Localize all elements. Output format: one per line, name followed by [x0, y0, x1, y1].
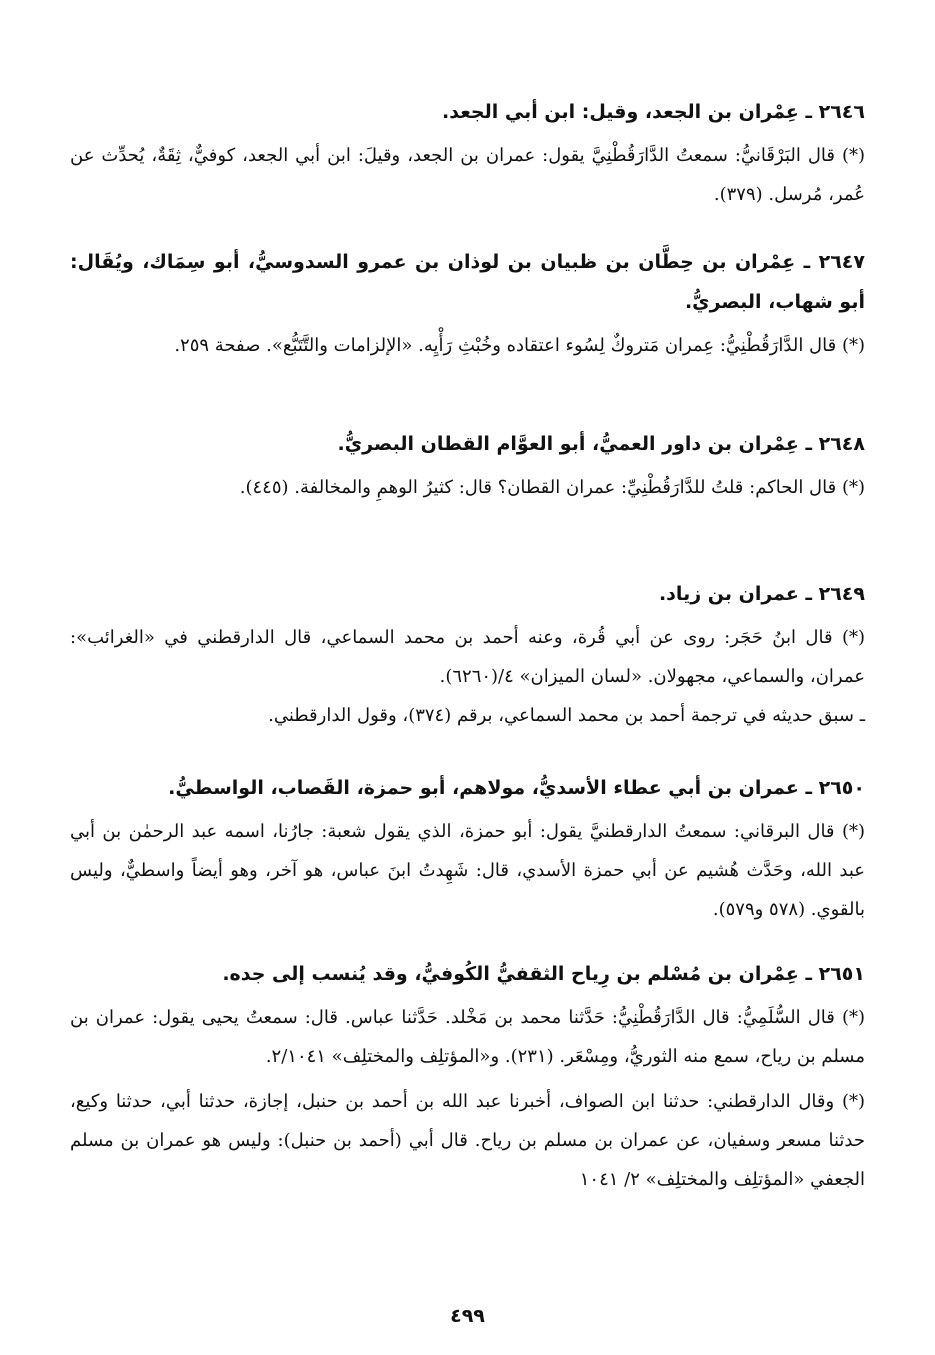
entry-2647: [70, 242, 865, 365]
entry-paragraph: (*) قال البرقاني: سمعتُ الدارقطنيَّ يقول: أبو حمزة، الذي يقول شعبة: جارُنا، اسمه عبد الرحمٰن بن أبي عبد الله، وحَدَّث هُشيم عن أبي حمزة الأسدي، قال: شَهِدتُ ابنَ عباس، هو آخر، وهو أيضاً واسطيٌّ، وليس بالقوي. (٥٧٨ و٥٧٩).: [70, 821, 865, 920]
entry-paragraph: (*) قال ابنُ حَجَر: روى عن أبي قُرة، وعنه أحمد بن محمد السماعي، قال الدارقطني في «الغرائب»: عمران، والسماعي، مجهولان. «لسان الميزان» ٤/(٦٢٦٠).: [70, 627, 865, 687]
entry-heading: ٢٦٥٠ ـ عمران بن أبي عطاء الأسديُّ، مولاهم، أبو حمزة، القَصاب، الواسطيُّ.: [168, 777, 865, 799]
entry-2650: [70, 768, 865, 929]
entry-heading: ٢٦٤٩ ـ عمران بن زياد.: [658, 583, 865, 605]
entry-paragraph: (*) قال البَرْقَانيُّ: سمعتُ الدَّارَقُطْنِيَّ يقول: عمران بن الجعد، وقيلَ: ابن أبي الجعد، كوفيٌّ، ثِقَةٌ، يُحدِّث عن عُمر، مُرسل. (٣٧٩).: [70, 145, 865, 205]
entry-paragraph: (*) قال السُّلَمِيُّ: قال الدَّارَقُطْنِيُّ: حَدَّثنا محمد بن مَخْلد. حَدَّثنا عباس. قال: سمعتُ يحيى يقول: عمران بن مسلم بن رياح، سمع منه الثوريُّ، ومِسْعَر. (٢٣١). و«المؤتلِف والمختلِف» ٢/١٠٤١.: [70, 1007, 865, 1067]
entry-paragraph: (*) وقال الدارقطني: حدثنا ابن الصواف، أخبرنا عبد الله بن أحمد بن حنبل، إجازة، حدثنا أبي، حدثنا وكيع، حدثنا مسعر وسفيان، عن عمران بن مسلم بن رياح. قال أبي (أحمد بن حنبل): وليس هو عمران بن مسلم الجعفي «المؤتلِف والمختلِف» ٢/ ١٠٤١: [70, 1091, 865, 1190]
book-page: [70, 0, 865, 1355]
entry-heading: ٢٦٤٨ ـ عِمْران بن داور العميُّ، أبو العوَّام القطان البصريُّ.: [337, 433, 865, 455]
entry-paragraph: (*) قال الدَّارَقُطْنِيُّ: عِمران مَتروكٌ لِسُوء اعتقاده وخُبْثِ رَأْيِه. «الإلزامات والتَّتَبُّع». صفحة ٢٥٩.: [174, 335, 865, 356]
entry-heading: ٢٦٥١ ـ عِمْران بن مُسْلم بن رِياح الثقفيُّ الكُوفيُّ، وقد يُنسب إلى جده.: [222, 963, 865, 985]
entry-2646: [70, 92, 865, 214]
page-number: ٤٩٩: [450, 1305, 485, 1327]
entry-2651: [70, 954, 865, 1199]
entry-2648: [70, 424, 865, 507]
entry-heading: ٢٦٤٧ ـ عِمْران بن حِطَّان بن ظبيان بن لوذان بن عمرو السدوسيُّ، أبو سِمَاك، ويُقَال: أبو شهاب، البصريُّ.: [70, 251, 865, 313]
entry-2649: [70, 574, 865, 735]
entry-note: ـ سبق حديثه في ترجمة أحمد بن محمد السماعي، برقم (٣٧٤)، وقول الدارقطني.: [268, 705, 865, 726]
entry-heading: ٢٦٤٦ ـ عِمْران بن الجعد، وقيل: ابن أبي الجعد.: [442, 101, 865, 123]
entry-paragraph: (*) قال الحاكم: قلتُ للدَّارَقُطْنِيِّ: عمران القطان؟ قال: كثيرُ الوهمِ والمخالفة. (٤٤٥).: [239, 477, 865, 498]
